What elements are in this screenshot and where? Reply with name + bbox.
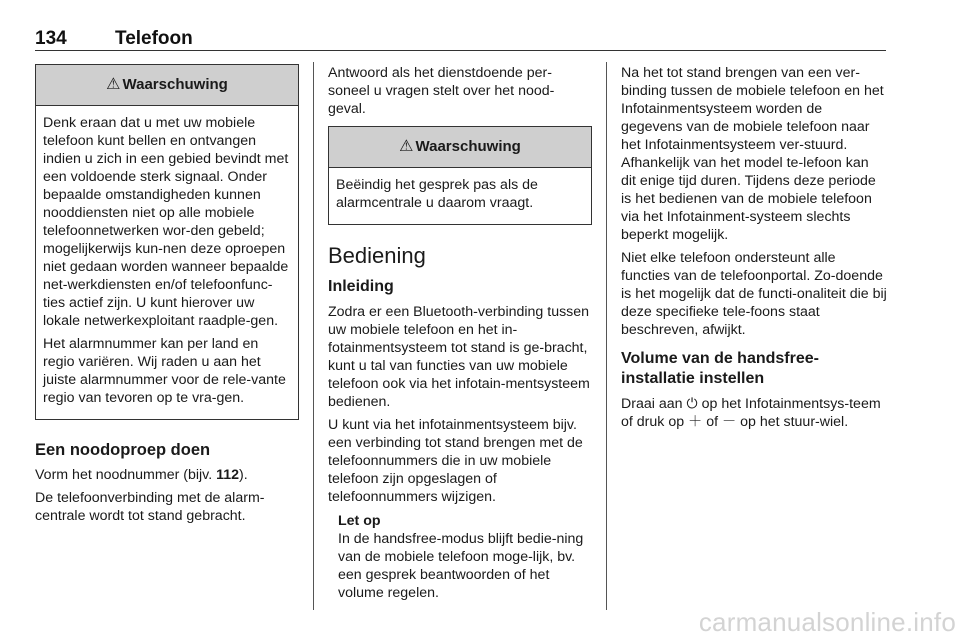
page-header bbox=[35, 24, 886, 51]
paragraph: Zodra er een Bluetooth-verbinding tussen uw mobiele telefoon en het in-fotainmentsysteem tot stand is ge-bracht, kunt u tal van functies van uw mobiele telefoon ook via het infotain-mentsysteem bedienen. bbox=[328, 304, 590, 410]
column-divider bbox=[606, 62, 607, 610]
warning-paragraph: Denk eraan dat u met uw mobiele telefoon kunt bellen en ontvangen indien u zich in een gebied bevindt met een voldoende sterk signaal. Onder bepaalde omstandigheden kunnen nooddiensten niet op alle mobiele telefoonnetwerken wor-den gebeld; mogelijkerwijs kun-nen deze oproepen niet gedaan worden wanneer bepaalde net-werkdiensten en/of telefoonfunc-ties actief zijn. U kunt hierover uw lokale netwerkexploitant raadple-gen. bbox=[43, 115, 289, 329]
text: Draai aan bbox=[621, 396, 687, 412]
warning-triangle-icon: ⚠ bbox=[106, 76, 121, 93]
paragraph: Antwoord als het dienstdoende per-soneel u vragen stelt over het nood-geval. bbox=[328, 65, 555, 117]
paragraph: U kunt via het infotainmentsysteem bijv. een verbinding tot stand brengen met de telefoonnummers die in uw mobiele telefoon zijn opgeslagen of telefoonnummers wijzigen. bbox=[328, 417, 583, 505]
watermark: carmanualsonline.info bbox=[698, 607, 956, 637]
section-heading: Een noodoproep doen bbox=[35, 441, 211, 459]
chapter-title: Telefoon bbox=[115, 28, 193, 49]
column-1 bbox=[35, 64, 299, 530]
note-title: Let op bbox=[338, 513, 381, 529]
warning-header bbox=[36, 65, 298, 106]
minus-icon: － bbox=[721, 414, 737, 430]
subsection-heading: Volume van de handsfree-installatie instellen bbox=[621, 350, 819, 387]
text: op het stuur-wiel. bbox=[736, 414, 849, 430]
warning-paragraph: Beëindig het gesprek pas als de alarmcentrale u daarom vraagt. bbox=[336, 177, 538, 211]
text: ). bbox=[239, 467, 248, 483]
page-number: 134 bbox=[35, 28, 67, 49]
paragraph bbox=[621, 395, 887, 431]
paragraph: Niet elke telefoon ondersteunt alle functies van de telefoonportal. Zo-doende is het mogelijk dat de functi-onaliteit die bij deze specifieke tele-foons staat beschreven, afwijkt. bbox=[621, 250, 887, 338]
warning-paragraph: Het alarmnummer kan per land en regio variëren. Wij raden u aan het juiste alarmnummer voor de rele-vante regio van tevoren op te vra-gen. bbox=[43, 336, 286, 406]
paragraph bbox=[35, 466, 299, 484]
note-box bbox=[328, 512, 592, 602]
warning-title: Waarschuwing bbox=[415, 138, 521, 155]
column-divider bbox=[313, 62, 314, 610]
paragraph: Na het tot stand brengen van een ver-binding tussen de mobiele telefoon en het Infotainmentsysteem worden de gegevens van de mobiele telefoon naar het Infotainmentsysteem ver-stuurd. Afhankelijk van het model te-lefoon kan dit enige tijd duren. Tijdens deze periode is het bedienen van de mobiele telefoon via het Infotainment-systeem slechts beperkt mogelijk. bbox=[621, 65, 884, 243]
warning-body bbox=[36, 106, 298, 419]
warning-box bbox=[328, 126, 592, 225]
page-reference: 112 bbox=[216, 467, 239, 483]
warning-box bbox=[35, 64, 299, 420]
section-heading: Bediening bbox=[328, 243, 426, 268]
subsection-heading: Inleiding bbox=[328, 278, 394, 295]
warning-header bbox=[329, 127, 591, 168]
note-text: In de handsfree-modus blijft bedie-ning van de mobiele telefoon moge-lijk, bv. een gesprek beantwoorden of het volume regelen. bbox=[338, 531, 584, 601]
column-2 bbox=[328, 64, 592, 602]
warning-body bbox=[329, 168, 591, 224]
paragraph: De telefoonverbinding met de alarm-centrale wordt tot stand gebracht. bbox=[35, 490, 265, 524]
plus-icon: ＋ bbox=[688, 414, 703, 430]
text: of bbox=[702, 414, 722, 430]
column-3 bbox=[621, 64, 887, 436]
power-knob-icon: ⏻ bbox=[686, 396, 698, 412]
warning-triangle-icon: ⚠ bbox=[399, 138, 414, 155]
warning-title: Waarschuwing bbox=[122, 76, 228, 93]
text: Vorm het noodnummer (bijv. bbox=[35, 467, 217, 483]
text: op het Infotainmentsys-teem of druk op bbox=[621, 396, 881, 430]
